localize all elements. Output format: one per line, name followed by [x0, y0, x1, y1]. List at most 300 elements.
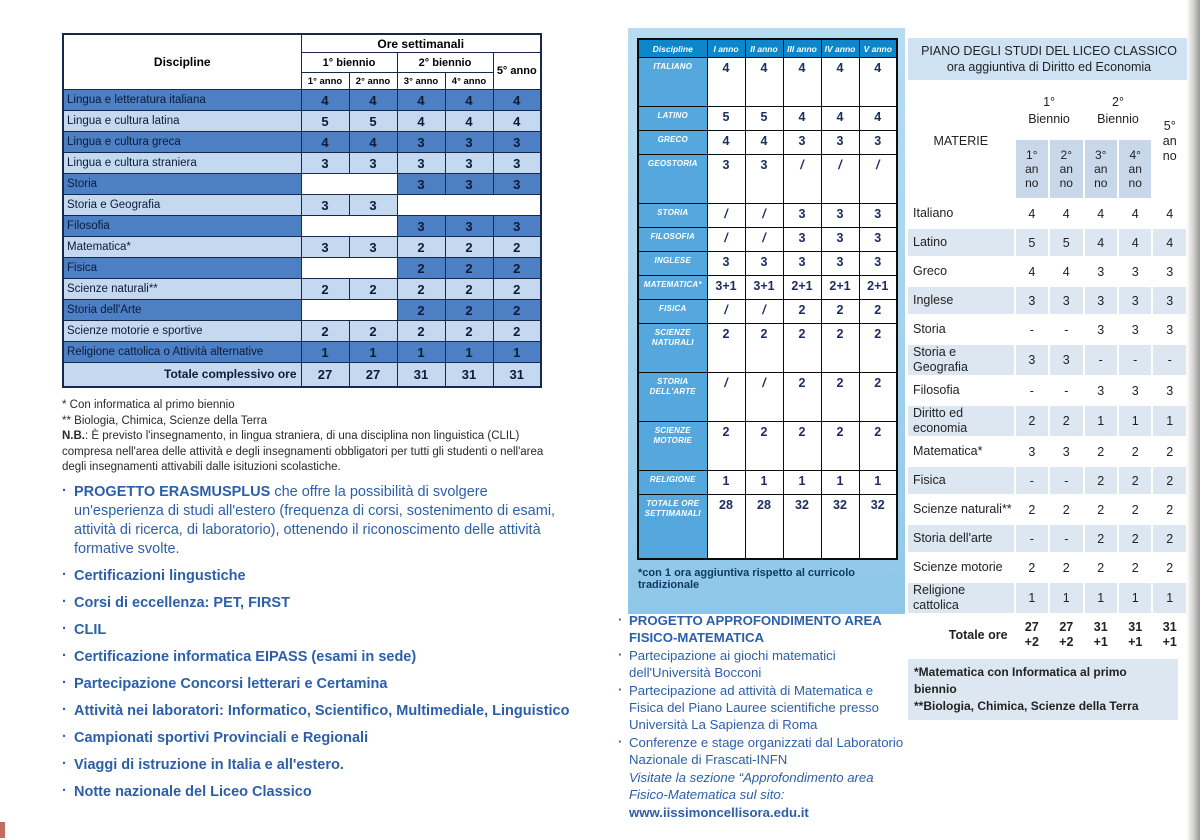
hours-cell: 2+1: [859, 276, 897, 300]
subject-row: [908, 345, 1186, 375]
hours-cell: 2: [397, 321, 445, 342]
hours-cell: -: [1050, 467, 1082, 494]
hours-cell: 4: [1097, 206, 1105, 221]
hours-cell: 2: [707, 324, 745, 373]
footnote-nb: [62, 429, 567, 476]
discipline-label: GRECO: [638, 131, 707, 155]
hours-cell: 3: [1016, 345, 1048, 375]
discipline-label: TOTALE ORE SETTIMANALI: [638, 495, 707, 559]
header-anno: [1016, 140, 1048, 198]
discipline-label: Scienze motorie e sportive: [63, 321, 301, 342]
header-discipline: Discipline: [63, 34, 301, 90]
hours-cell: /: [707, 228, 745, 252]
hours-cell: 4: [1062, 264, 1070, 279]
hours-cell: 2: [493, 300, 541, 321]
discipline-row: [63, 216, 541, 237]
hours-cell: 2: [397, 300, 445, 321]
hours-cell: 4: [349, 90, 397, 111]
hours-cell: 3: [493, 153, 541, 174]
hours-cell: 2: [1085, 525, 1117, 552]
hours-cell: 3: [1028, 444, 1036, 459]
title-line-1: PIANO DEGLI STUDI DEL LICEO CLASSICO: [921, 44, 1177, 58]
discipline-row: [63, 195, 541, 216]
hours-cell: 2: [1097, 502, 1105, 517]
subject-label: Matematica*: [913, 444, 983, 458]
hours-cell: 2: [859, 373, 897, 422]
hours-cell: -: [1029, 322, 1034, 337]
header-row: [638, 39, 897, 58]
footnote-line: ** Biologia, Chimica, Scienze della Terra: [62, 414, 267, 427]
hours-cell: 2: [445, 279, 493, 300]
hours-cell: 4: [859, 58, 897, 107]
header-anno: 1° anno: [301, 73, 349, 90]
discipline-label: Storia dell'Arte: [63, 300, 301, 321]
hours-cell: 2: [1131, 560, 1139, 575]
hours-cell: /: [707, 204, 745, 228]
hours-cell: /: [707, 300, 745, 324]
hours-cell: 3: [493, 174, 541, 195]
hours-cell: 4: [1166, 206, 1174, 221]
hours-cell: 2: [1016, 406, 1048, 436]
hours-cell: 3: [1166, 322, 1174, 337]
discipline-label: Lingua e cultura greca: [63, 132, 301, 153]
discipline-row: [63, 258, 541, 279]
discipline-row: [63, 300, 541, 321]
hours-cell: 1: [349, 342, 397, 363]
header-text: an: [1094, 162, 1108, 176]
subject-row: [908, 583, 1186, 613]
discipline-row: [63, 279, 541, 300]
hours-cell: 4: [707, 131, 745, 155]
hours-cell: 3: [445, 153, 493, 174]
hours-cell: 1: [397, 342, 445, 363]
cell: 31 +1: [1085, 615, 1117, 655]
hours-cell: 2: [1119, 467, 1151, 494]
discipline-label: Religione cattolica o Attività alternative: [63, 342, 301, 363]
hours-cell: -: [1016, 525, 1048, 552]
hours-cell: /: [783, 155, 821, 204]
hours-cell: 1: [1119, 583, 1151, 613]
hours-cell: 3: [783, 228, 821, 252]
list-item: [60, 756, 575, 775]
discipline-label: Scienze naturali**: [63, 279, 301, 300]
hours-cell: 4: [745, 58, 783, 107]
hours-cell: 3: [1153, 287, 1186, 314]
hours-cell: 5: [301, 111, 349, 132]
hours-cell: 2: [397, 237, 445, 258]
hours-cell: 4: [301, 90, 349, 111]
nb-label: N.B.: [62, 430, 85, 442]
hours-cell: /: [745, 228, 783, 252]
hours-cell: 1: [1153, 406, 1186, 436]
header-anno: II anno: [745, 39, 783, 58]
cell: 27: [349, 363, 397, 387]
hours-cell: 2: [745, 422, 783, 471]
header-text: no: [1094, 176, 1108, 190]
hours-cell: 4: [1153, 229, 1186, 256]
hours-cell: 2: [301, 279, 349, 300]
hours-cell: 5: [707, 107, 745, 131]
cell: 27 +2: [1016, 615, 1048, 655]
header-discipline: Discipline: [638, 39, 707, 58]
hours-cell: 4: [1062, 206, 1070, 221]
hours-cell: 3: [1050, 287, 1082, 314]
header-anno: III anno: [783, 39, 821, 58]
discipline-label: MATEMATICA*: [638, 276, 707, 300]
empty-cell: [397, 195, 541, 216]
hours-cell: 5: [1050, 229, 1082, 256]
hours-cell: 2: [1028, 560, 1036, 575]
list-item: [60, 621, 575, 640]
subject-label: Filosofia: [913, 383, 960, 397]
weekly-hours-table: [62, 33, 542, 388]
hours-cell: 3: [783, 131, 821, 155]
hours-cell: 2: [1166, 502, 1174, 517]
hours-cell: 2: [493, 321, 541, 342]
list-item: [60, 567, 575, 586]
hours-cell: 2: [493, 237, 541, 258]
header-text: 3°: [1095, 148, 1107, 162]
item-text: che offre la possibilità di svolgere un'esperienza di studi all'estero (frequenza di corsi, sostenimento di esami, attività di ricerca, di laboratorio), ottenendo il riconoscimento delle attività formative svolte.: [74, 484, 556, 557]
item-bold: Partecipazione Concorsi letterari e Certamina: [74, 676, 388, 692]
header-ore-settimanali: Ore settimanali: [301, 34, 541, 53]
discipline-row: [638, 228, 897, 252]
discipline-label: FILOSOFIA: [638, 228, 707, 252]
hours-cell: 4: [707, 58, 745, 107]
list-item: [616, 612, 909, 646]
discipline-row: [63, 132, 541, 153]
discipline-label: FISICA: [638, 300, 707, 324]
hours-cell: 3: [859, 204, 897, 228]
hours-cell: /: [745, 300, 783, 324]
list-item: [60, 648, 575, 667]
hours-cell: 1: [821, 471, 859, 495]
discipline-label: Lingua e letteratura italiana: [63, 90, 301, 111]
scan-edge-shadow: [1187, 0, 1200, 840]
header-text: 4°: [1129, 148, 1141, 162]
hours-cell: /: [707, 373, 745, 422]
hours-cell: 28: [745, 495, 783, 559]
hours-cell: 2: [493, 258, 541, 279]
nb-text: : È previsto l'insegnamento, in lingua straniera, di una disciplina non linguistica (CLIL) compresa nell'area delle attività e degli insegnamenti obbligatori per tutti gli studenti o nell'area degli insegnamenti attivabili dalle isituzioni scolastiche.: [62, 430, 544, 473]
discipline-label: SCIENZE NATURALI: [638, 324, 707, 373]
hours-cell: 3: [445, 132, 493, 153]
hours-cell: 1: [445, 342, 493, 363]
discipline-row: [638, 252, 897, 276]
hours-cell: 2: [301, 321, 349, 342]
cell: 31: [397, 363, 445, 387]
blue-curriculum-panel: [628, 28, 905, 614]
list-item: [60, 483, 575, 559]
subject-label: Greco: [913, 264, 948, 278]
header-anno: 2° anno: [349, 73, 397, 90]
hours-cell: 2: [1131, 444, 1139, 459]
hours-cell: 3: [1097, 383, 1105, 398]
hours-cell: 1: [1085, 583, 1117, 613]
hours-cell: 2: [859, 422, 897, 471]
hours-cell: 1: [1153, 583, 1186, 613]
hours-cell: 4: [821, 107, 859, 131]
hours-cell: 3: [445, 216, 493, 237]
hours-cell: 2: [859, 300, 897, 324]
hours-cell: 3: [821, 252, 859, 276]
hours-cell: 3: [1131, 383, 1139, 398]
discipline-label: Storia: [63, 174, 301, 195]
header-quinto-anno: 5° anno: [493, 53, 541, 90]
hours-cell: 2: [445, 237, 493, 258]
footnote-line: *Matematica con Informatica al primo biennio: [914, 665, 1127, 696]
hours-cell: /: [745, 204, 783, 228]
item-bold: PROGETTO ERASMUSPLUS: [74, 484, 271, 500]
hours-cell: 4: [301, 132, 349, 153]
item-bold: Attività nei laboratori: Informatico, Scientifico, Multimediale, Linguistico: [74, 703, 570, 719]
header-primo-biennio: 1° biennio: [301, 53, 397, 73]
header-anno: [1119, 140, 1151, 198]
hours-cell: 4: [821, 58, 859, 107]
hours-cell: 3: [1050, 345, 1082, 375]
hours-cell: 2: [397, 258, 445, 279]
hours-cell: 2: [445, 258, 493, 279]
total-label: Totale ore: [908, 615, 1014, 655]
subject-label: Scienze motorie: [913, 560, 1003, 574]
item-bold: Certificazioni lingustiche: [74, 568, 246, 584]
header-text: an: [1128, 162, 1142, 176]
header-secondo-biennio: [1085, 84, 1152, 138]
hours-cell: 3: [745, 155, 783, 204]
item-text: Partecipazione ai giochi matematici dell'Università Bocconi: [629, 648, 836, 680]
subject-row: [908, 467, 1186, 494]
hours-cell: 2: [783, 422, 821, 471]
hours-cell: 3: [821, 204, 859, 228]
hours-cell: 2: [397, 279, 445, 300]
title-line-2: ora aggiuntiva di Diritto ed Economia: [946, 60, 1152, 74]
subject-label: Diritto ed economia: [908, 406, 1014, 436]
hours-cell: 3: [859, 228, 897, 252]
subject-label: Religione cattolica: [908, 583, 1014, 613]
hours-cell: 4: [493, 90, 541, 111]
hours-cell: 2: [493, 279, 541, 300]
hours-cell: 2: [821, 373, 859, 422]
subject-row: [908, 200, 1186, 227]
hours-cell: -: [1016, 467, 1048, 494]
hours-cell: -: [1064, 383, 1069, 398]
hours-cell: 2+1: [783, 276, 821, 300]
hours-cell: 3: [1166, 264, 1174, 279]
hours-cell: 2: [783, 300, 821, 324]
header-text: Biennio: [1097, 112, 1139, 126]
header-text: Biennio: [1028, 112, 1070, 126]
subject-row: [908, 258, 1186, 285]
hours-cell: 2: [1166, 560, 1174, 575]
hours-cell: 2: [1153, 467, 1186, 494]
piano-studi-panel: [908, 38, 1190, 720]
list-item: [616, 734, 909, 768]
header-text: 5°: [1163, 118, 1176, 133]
list-item: [60, 675, 575, 694]
hours-cell: 3: [707, 155, 745, 204]
subject-row: [908, 496, 1186, 523]
hours-cell: 1: [783, 471, 821, 495]
hours-cell: 4: [859, 107, 897, 131]
hours-cell: 3: [301, 153, 349, 174]
hours-cell: 2: [445, 321, 493, 342]
hours-cell: 3: [745, 252, 783, 276]
subject-label: Fisica: [908, 467, 1014, 494]
header-anno: [1085, 140, 1117, 198]
hours-cell: 1: [1119, 406, 1151, 436]
hours-cell: 32: [859, 495, 897, 559]
hours-cell: 3: [1166, 383, 1174, 398]
discipline-row: [638, 131, 897, 155]
hours-cell: 3: [707, 252, 745, 276]
hours-cell: 3: [1119, 287, 1151, 314]
header-text: an: [1162, 133, 1177, 148]
discipline-row: [63, 342, 541, 363]
cell: 31: [445, 363, 493, 387]
footnote-line: * Con informatica al primo biennio: [62, 399, 235, 411]
hours-cell: 3: [821, 131, 859, 155]
website-url: www.iissimoncellisora.edu.it: [629, 805, 809, 820]
hours-cell: 3: [859, 252, 897, 276]
hours-cell: 3: [1131, 264, 1139, 279]
header-anno: 4° anno: [445, 73, 493, 90]
subject-label: Italiano: [913, 206, 954, 220]
hours-cell: 1: [1050, 583, 1082, 613]
header-materie: MATERIE: [908, 84, 1014, 198]
hours-cell: 3+1: [745, 276, 783, 300]
item-bold: Certificazione informatica EIPASS (esami in sede): [74, 649, 417, 665]
hours-cell: 3: [821, 228, 859, 252]
discipline-label: Storia e Geografia: [63, 195, 301, 216]
subject-row: [908, 377, 1186, 404]
hours-cell: 2: [745, 324, 783, 373]
hours-cell: 2: [1085, 467, 1117, 494]
total-row: [63, 363, 541, 387]
discipline-label: STORIA DELL'ARTE: [638, 373, 707, 422]
discipline-row: [638, 58, 897, 107]
item-bold: CLIL: [74, 622, 107, 638]
hours-cell: 1: [859, 471, 897, 495]
subject-row: [908, 287, 1186, 314]
list-item: [616, 682, 909, 733]
hours-cell: 1: [745, 471, 783, 495]
hours-cell: 4: [1028, 264, 1036, 279]
hours-cell: -: [1029, 383, 1034, 398]
hours-cell: /: [859, 155, 897, 204]
discipline-row: [638, 276, 897, 300]
approfondimento-section: [616, 612, 909, 821]
header-text: 1°: [1043, 95, 1056, 109]
hours-cell: 4: [349, 132, 397, 153]
subject-row: [908, 554, 1186, 581]
panel-title: [908, 38, 1190, 80]
subject-label: Scienze naturali**: [913, 502, 1012, 516]
item-text: Partecipazione ad attività di Matematica e Fisica del Piano Lauree scientifiche presso Università La Sapienza di Roma: [629, 683, 879, 732]
hours-cell: /: [821, 155, 859, 204]
hours-cell: 4: [445, 111, 493, 132]
hours-cell: 1: [301, 342, 349, 363]
list-item: [60, 783, 575, 802]
hours-cell: -: [1064, 322, 1069, 337]
hours-cell: 3: [493, 216, 541, 237]
hours-cell: 2: [1166, 444, 1174, 459]
activities-list: [60, 483, 575, 810]
header-text: 2°: [1112, 95, 1124, 109]
approfondimento-list: [616, 612, 909, 768]
hours-cell: 1: [707, 471, 745, 495]
table-footnotes: [62, 398, 567, 476]
discipline-row: [638, 324, 897, 373]
header-text: 2°: [1060, 148, 1073, 162]
hours-cell: 4: [397, 90, 445, 111]
hours-cell: -: [1153, 345, 1186, 375]
hours-cell: 3: [397, 153, 445, 174]
discipline-label: Filosofia: [63, 216, 301, 237]
subject-label: Storia dell'arte: [908, 525, 1014, 552]
discipline-row: [638, 155, 897, 204]
hours-cell: 2: [821, 422, 859, 471]
hours-cell: /: [745, 373, 783, 422]
empty-cell: [301, 300, 397, 321]
hours-cell: 3: [397, 216, 445, 237]
subject-row: [908, 406, 1186, 436]
hours-cell: 2: [1097, 560, 1105, 575]
header-text: no: [1128, 176, 1142, 190]
hours-cell: 32: [821, 495, 859, 559]
hours-cell: 3: [301, 237, 349, 258]
hours-cell: 28: [707, 495, 745, 559]
hours-cell: 2+1: [821, 276, 859, 300]
discipline-label: SCIENZE MOTORIE: [638, 422, 707, 471]
hours-cell: -: [1119, 345, 1151, 375]
discipline-row: [63, 321, 541, 342]
header-anno: I anno: [707, 39, 745, 58]
header-text: no: [1025, 176, 1039, 190]
discipline-label: Matematica*: [63, 237, 301, 258]
hours-cell: 2: [783, 373, 821, 422]
hours-cell: 3: [1097, 322, 1105, 337]
header-text: no: [1162, 148, 1177, 163]
item-bold: Notte nazionale del Liceo Classico: [74, 784, 312, 800]
table-footnotes: [908, 659, 1178, 720]
hours-cell: 4: [745, 131, 783, 155]
total-row: [908, 615, 1186, 655]
hours-cell: 3: [1131, 322, 1139, 337]
hours-cell: 4: [783, 107, 821, 131]
hours-cell: -: [1085, 345, 1117, 375]
subject-label: Storia e Geografia: [908, 345, 1014, 375]
hours-cell: 2: [349, 321, 397, 342]
hours-cell: 2: [1097, 444, 1105, 459]
subject-row: [908, 229, 1186, 256]
subject-label: Latino: [908, 229, 1014, 256]
item-bold: Corsi di eccellenza: PET, FIRST: [74, 595, 290, 611]
hours-cell: 3: [783, 204, 821, 228]
empty-cell: [301, 174, 397, 195]
list-item: [616, 647, 909, 681]
hours-cell: 4: [1085, 229, 1117, 256]
hours-cell: 2: [1062, 560, 1070, 575]
hours-cell: 3: [445, 174, 493, 195]
discipline-label: STORIA: [638, 204, 707, 228]
subject-row: [908, 525, 1186, 552]
footnote-line: **Biologia, Chimica, Scienze della Terra: [914, 699, 1139, 713]
hours-cell: 1: [1085, 406, 1117, 436]
hours-cell: 3: [349, 153, 397, 174]
discipline-row: [638, 422, 897, 471]
discipline-row: [63, 174, 541, 195]
hours-cell: 3: [397, 132, 445, 153]
